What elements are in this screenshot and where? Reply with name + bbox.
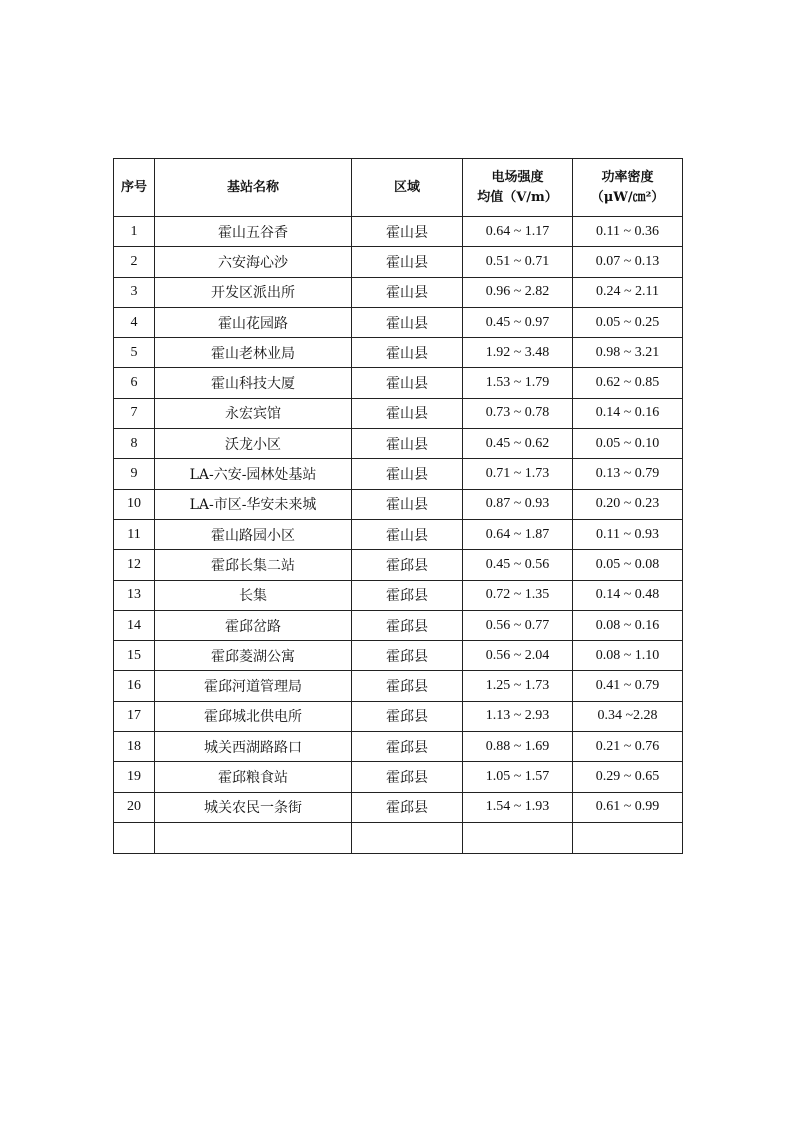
cell-station-name: 长集 [155,580,352,610]
empty-table-row [114,822,683,853]
cell-area: 霍邱县 [352,701,463,731]
table-row [114,217,683,247]
cell-area: 霍山县 [352,489,463,519]
cell-area: 霍邱县 [352,610,463,640]
cell-station-name: 霍邱菱湖公寓 [155,641,352,671]
cell-serial-number: 7 [114,398,155,428]
cell-area: 霍邱县 [352,671,463,701]
cell-serial-number: 17 [114,701,155,731]
cell-area: 霍山县 [352,277,463,307]
table-row [114,519,683,549]
table-row [114,368,683,398]
cell-power-density: 0.14 ~ 0.16 [573,398,683,428]
table-row [114,701,683,731]
cell-power-density: 0.24 ~ 2.11 [573,277,683,307]
cell-power-density: 0.07 ~ 0.13 [573,247,683,277]
cell-area: 霍邱县 [352,580,463,610]
cell-power-density: 0.98 ~ 3.21 [573,338,683,368]
cell-power-density: 0.20 ~ 0.23 [573,489,683,519]
cell-serial-number: 14 [114,610,155,640]
cell-power-density: 0.62 ~ 0.85 [573,368,683,398]
cell-serial-number: 9 [114,459,155,489]
cell-station-name: 霍山五谷香 [155,217,352,247]
cell-field-strength: 1.13 ~ 2.93 [463,701,573,731]
cell-station-name: 六安海心沙 [155,247,352,277]
cell-serial-number: 4 [114,307,155,337]
cell-serial-number: 2 [114,247,155,277]
table-row [114,307,683,337]
cell-station-name: 沃龙小区 [155,429,352,459]
cell-power-density: 0.61 ~ 0.99 [573,792,683,822]
cell-area: 霍邱县 [352,732,463,762]
cell-area: 霍邱县 [352,641,463,671]
cell-serial-number: 16 [114,671,155,701]
cell-area: 霍邱县 [352,792,463,822]
table-body [114,217,683,854]
cell-station-name: 霍邱粮食站 [155,762,352,792]
table-row [114,489,683,519]
cell-power-density: 0.14 ~ 0.48 [573,580,683,610]
table-row [114,610,683,640]
cell-area: 霍山县 [352,338,463,368]
cell-serial-number: 5 [114,338,155,368]
cell-power-density: 0.29 ~ 0.65 [573,762,683,792]
cell-field-strength: 1.92 ~ 3.48 [463,338,573,368]
cell-station-name: 霍邱岔路 [155,610,352,640]
cell-area: 霍山县 [352,398,463,428]
cell-station-name: 霍山路园小区 [155,519,352,549]
table-row [114,247,683,277]
cell-field-strength: 0.96 ~ 2.82 [463,277,573,307]
cell-station-name: LA-六安-园林处基站 [155,459,352,489]
cell-station-name: 霍邱长集二站 [155,550,352,580]
cell-station-name: 霍邱城北供电所 [155,701,352,731]
cell-field-strength: 1.53 ~ 1.79 [463,368,573,398]
cell-field-strength: 0.56 ~ 0.77 [463,610,573,640]
cell-area: 霍邱县 [352,762,463,792]
table-row [114,792,683,822]
cell-station-name: 永宏宾馆 [155,398,352,428]
cell-station-name: 霍山花园路 [155,307,352,337]
cell-serial-number: 20 [114,792,155,822]
empty-cell [463,822,573,853]
cell-serial-number: 19 [114,762,155,792]
cell-area: 霍山县 [352,217,463,247]
cell-area: 霍山县 [352,368,463,398]
cell-field-strength: 0.64 ~ 1.87 [463,519,573,549]
cell-serial-number: 15 [114,641,155,671]
cell-power-density: 0.05 ~ 0.25 [573,307,683,337]
empty-cell [352,822,463,853]
cell-serial-number: 12 [114,550,155,580]
empty-cell [114,822,155,853]
cell-field-strength: 0.72 ~ 1.35 [463,580,573,610]
cell-field-strength: 1.54 ~ 1.93 [463,792,573,822]
cell-power-density: 0.13 ~ 0.79 [573,459,683,489]
cell-field-strength: 0.88 ~ 1.69 [463,732,573,762]
cell-area: 霍山县 [352,307,463,337]
cell-serial-number: 18 [114,732,155,762]
table-header-row [114,159,683,217]
header-field-strength: 电场强度 均值（V/m） [463,159,573,217]
cell-field-strength: 0.45 ~ 0.56 [463,550,573,580]
cell-area: 霍山县 [352,519,463,549]
cell-station-name: 城关西湖路路口 [155,732,352,762]
table-row [114,762,683,792]
table-row [114,641,683,671]
cell-power-density: 0.11 ~ 0.93 [573,519,683,549]
cell-station-name: 城关农民一条街 [155,792,352,822]
cell-power-density: 0.41 ~ 0.79 [573,671,683,701]
header-power-density: 功率密度 （μW/㎝²） [573,159,683,217]
table-row [114,338,683,368]
table-row [114,671,683,701]
cell-area: 霍山县 [352,459,463,489]
cell-field-strength: 0.71 ~ 1.73 [463,459,573,489]
cell-area: 霍邱县 [352,550,463,580]
cell-serial-number: 11 [114,519,155,549]
table-row [114,580,683,610]
empty-cell [573,822,683,853]
table-row [114,398,683,428]
measurement-table [113,158,683,854]
cell-station-name: 霍山科技大厦 [155,368,352,398]
cell-area: 霍山县 [352,429,463,459]
cell-power-density: 0.08 ~ 1.10 [573,641,683,671]
header-area: 区域 [352,159,463,217]
cell-station-name: 开发区派出所 [155,277,352,307]
cell-field-strength: 0.45 ~ 0.62 [463,429,573,459]
cell-serial-number: 10 [114,489,155,519]
cell-power-density: 0.11 ~ 0.36 [573,217,683,247]
cell-field-strength: 1.05 ~ 1.57 [463,762,573,792]
cell-serial-number: 6 [114,368,155,398]
cell-power-density: 0.05 ~ 0.10 [573,429,683,459]
table-row [114,732,683,762]
empty-cell [155,822,352,853]
table-row [114,459,683,489]
cell-serial-number: 13 [114,580,155,610]
cell-power-density: 0.34 ~2.28 [573,701,683,731]
cell-field-strength: 0.73 ~ 0.78 [463,398,573,428]
cell-area: 霍山县 [352,247,463,277]
cell-power-density: 0.08 ~ 0.16 [573,610,683,640]
cell-station-name: 霍邱河道管理局 [155,671,352,701]
table-row [114,429,683,459]
cell-serial-number: 1 [114,217,155,247]
cell-field-strength: 0.64 ~ 1.17 [463,217,573,247]
table-row [114,550,683,580]
header-station-name: 基站名称 [155,159,352,217]
cell-field-strength: 0.51 ~ 0.71 [463,247,573,277]
cell-field-strength: 0.56 ~ 2.04 [463,641,573,671]
cell-field-strength: 0.45 ~ 0.97 [463,307,573,337]
cell-station-name: LA-市区-华安未来城 [155,489,352,519]
cell-serial-number: 8 [114,429,155,459]
cell-power-density: 0.21 ~ 0.76 [573,732,683,762]
table-row [114,277,683,307]
header-serial-number: 序号 [114,159,155,217]
cell-serial-number: 3 [114,277,155,307]
cell-field-strength: 1.25 ~ 1.73 [463,671,573,701]
cell-power-density: 0.05 ~ 0.08 [573,550,683,580]
cell-field-strength: 0.87 ~ 0.93 [463,489,573,519]
cell-station-name: 霍山老林业局 [155,338,352,368]
